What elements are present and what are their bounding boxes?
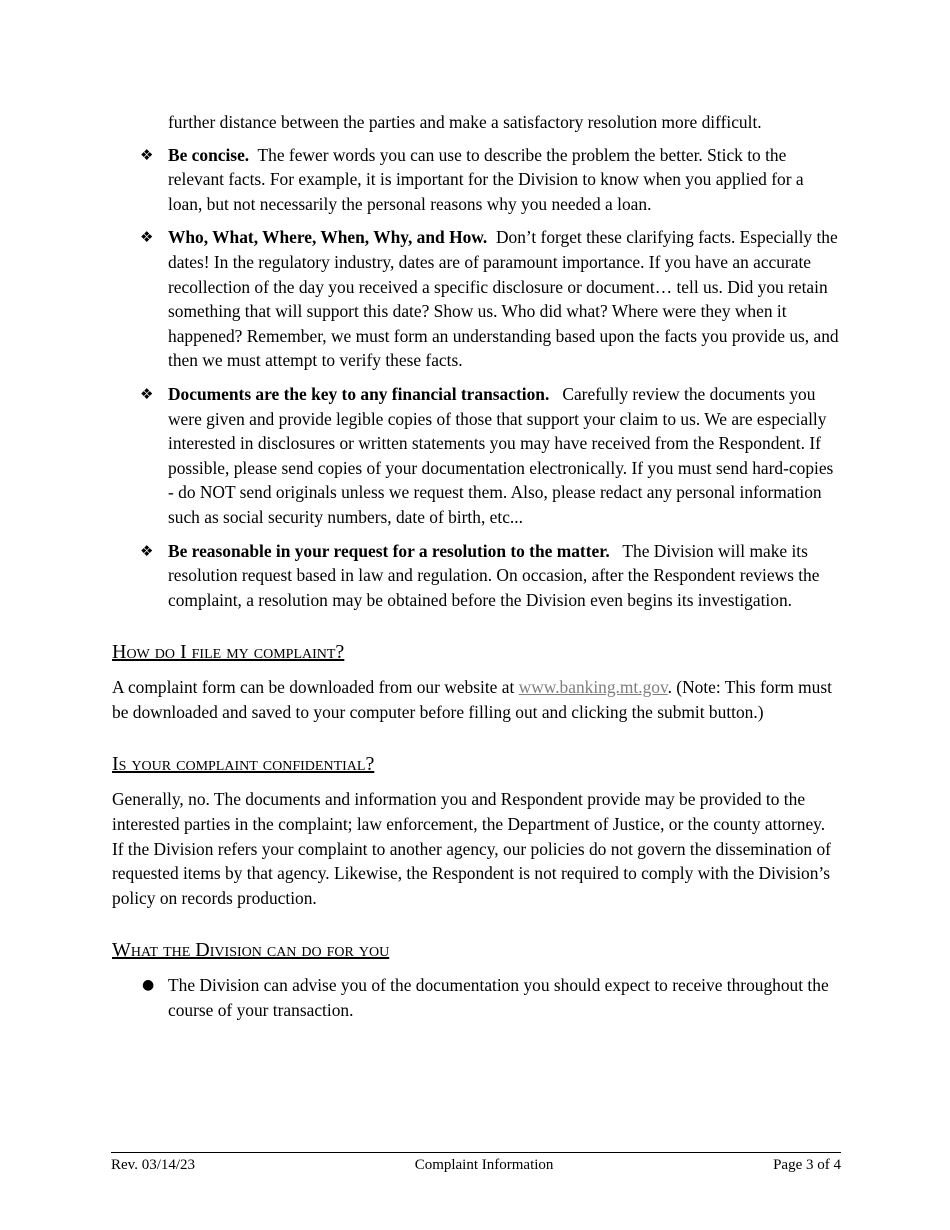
section-heading-file: How do I file my complaint?: [112, 641, 345, 664]
page-footer: [111, 1152, 841, 1174]
tip-item-who-what: [112, 225, 840, 373]
tip-lead: Who, What, Where, When, Why, and How.: [168, 227, 488, 248]
tip-lead: Be reasonable in your request for a resolution to the matter.: [168, 540, 610, 561]
tip-text: The Division will make its resolution request based in law and regulation. On occasion, after the Respondent reviews the complaint, a resolution may be obtained before the Division even begins its investigation.: [168, 540, 820, 610]
section-heading-division: What the Division can do for you: [112, 939, 390, 962]
diamond-bullet-icon: ❖: [140, 228, 154, 247]
tip-text: The fewer words you can use to describe the problem the better. Stick to the relevant facts. For example, it is important for the Division to know when you applied for a loan, but not necessarily the personal reasons why you needed a loan.: [168, 144, 804, 214]
diamond-bullet-icon: ❖: [140, 145, 154, 164]
document-body: [112, 110, 840, 1023]
diamond-bullet-icon: ❖: [140, 384, 154, 403]
confidential-body: Generally, no. The documents and information you and Respondent provide may be provided to the interested parties in the complaint; law enforcement, the Department of Justice, or the county attorney. If the Division refers your complaint to another agency, our policies do not govern the dissemination of requested items by that agency. Likewise, the Respondent is not required to comply with the Division’s policy on records production.: [112, 789, 831, 908]
file-complaint-section: [112, 640, 840, 724]
tip-item-concise: [112, 143, 840, 217]
footer-revision: Rev. 03/14/23: [111, 1157, 196, 1173]
tip-lead: Documents are the key to any financial transaction.: [168, 383, 550, 404]
file-complaint-body: A complaint form can be downloaded from our website at www.banking.mt.gov. (Note: This form must be downloaded and saved to your computer before filling out and clicking the submit button.): [112, 677, 832, 722]
tip-lead: Be concise.: [168, 144, 250, 165]
list-item: ● The Division can advise you of the documentation you should expect to receive throughout the course of your transaction.: [142, 975, 829, 1021]
intro-continuation: further distance between the parties and make a satisfactory resolution more difficult.: [168, 112, 762, 132]
website-link[interactable]: www.banking.mt.gov: [518, 677, 668, 698]
section-heading-confidential: Is your complaint confidential?: [112, 753, 375, 776]
footer-page-number: Page 3 of 4: [773, 1157, 841, 1173]
tips-list: [112, 143, 840, 613]
diamond-bullet-icon: ❖: [140, 541, 154, 560]
tip-item-documents: [112, 382, 840, 530]
confidential-section: [112, 752, 840, 910]
tip-text: Don’t forget these clarifying facts. Especially the dates! In the regulatory industry, dates are of paramount importance. If you have an accurate recollection of the day you received a specific disclosure or document… tell us. Did you retain something that will support this date? Show us. Who did what? Where were they when it happened? Remember, we must form an understanding based upon the facts you provide us, and then we must attempt to verify these facts.: [168, 227, 839, 371]
round-bullet-icon: ●: [142, 977, 155, 994]
division-bullet-list: [112, 973, 840, 1022]
tip-item-reasonable: [112, 539, 840, 613]
tip-text: Carefully review the documents you were given and provide legible copies of those that support your claim to us. We are especially interested in disclosures or written statements you may have received from the Respondent. If possible, please send copies of your documentation electronically. If you must send hard-copies - do NOT send originals unless we request them. Also, please redact any personal information such as social security numbers, date of birth, etc...: [168, 383, 834, 527]
division-section: [112, 938, 840, 1022]
footer-title: Complaint Information: [414, 1157, 554, 1173]
